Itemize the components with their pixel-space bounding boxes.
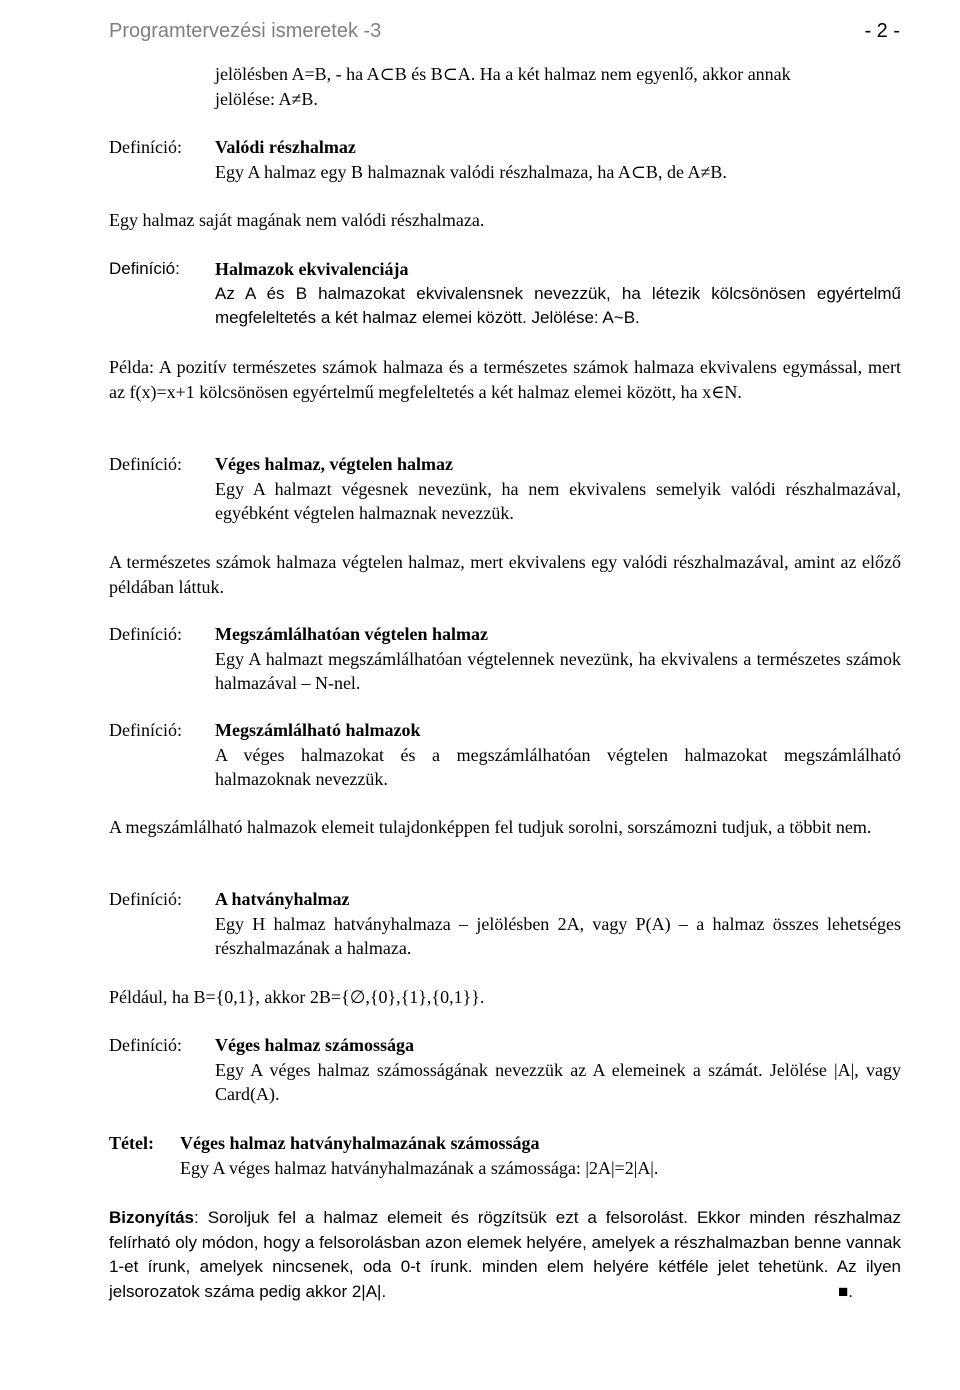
definition-title: Halmazok ekvivalenciája [215,259,409,279]
definition-label: Definíció: [109,720,182,740]
definition-cardinality [109,1033,901,1107]
paragraph-self-subset: Egy halmaz saját magának nem valódi részhalmaza. [109,210,485,230]
proof-text: : Soroljuk fel a halmaz elemeit és rögzítsük ezt a felsorolást. Ekkor minden részhalmaz felírható oly módon, hogy a felsorolásban azon elemek helyére, amelyek a részhalmazban benne vannak 1-et írunk, amelyek nincsenek, oda 0-t írunk. minden elem helyére kétféle jelet tehetünk. Az ilyen jelsorozatok száma pedig akkor 2|A|. [109,1208,901,1301]
definition-text: A véges halmazokat és a megszámlálhatóan végtelen halmazokat megszámlálható halmazoknak nevezzük. [215,744,901,789]
definition-text: Egy A halmazt megszámlálhatóan végtelennek nevezünk, ha ekvivalens a természetes számok halmazával – N-nel. [215,648,901,693]
definition-label: Definíció: [109,889,182,909]
definition-proper-subset [109,135,901,184]
definition-text: Egy H halmaz hatványhalmaza – jelölésben 2A, vagy P(A) – a halmaz összes lehetséges részhalmazának a halmaza. [215,913,901,958]
paragraph-power-set-example: Például, ha B={0,1}, akkor 2B={∅,{0},{1},{0,1}}. [109,987,485,1007]
definition-label: Definíció: [109,1035,182,1055]
definition-text: Egy A véges halmaz számosságának nevezzük az A elemeinek a számát. Jelölése |A|, vagy Card(A). [215,1059,901,1104]
definition-countable-sets [109,718,901,792]
definition-title: Megszámlálhatóan végtelen halmaz [215,624,488,644]
theorem-title: Véges halmaz hatványhalmazának számossága [180,1133,540,1153]
definition-label: Definíció: [109,137,182,157]
paragraph-enumeration: A megszámlálható halmazok elemeit tulajdonképpen fel tudjuk sorolni, sorszámozni tudjuk, a többit nem. [109,817,872,837]
theorem-power-set-cardinality [109,1131,901,1180]
paragraph-natural-infinite: A természetes számok halmaza végtelen halmaz, mert ekvivalens egy valódi részhalmazával, amint az előző példában láttuk. [109,552,901,597]
definition-label: Definíció: [109,259,180,278]
definition-label: Definíció: [109,624,182,644]
theorem-text: Egy A véges halmaz hatványhalmazának a számossága: |2A|=2|A|. [180,1157,659,1178]
proof-paragraph [109,1206,901,1304]
qed-mark: ■. [838,1281,853,1301]
theorem-label: Tétel: [109,1133,154,1153]
definition-title: Megszámlálható halmazok [215,720,421,740]
page-header [109,20,900,50]
continuation-line-1: jelölésben A=B, - ha A⊂B és B⊂A. Ha a két halmaz nem egyenlő, akkor annak [215,64,791,84]
page-number: - 2 - [864,20,900,42]
definition-title: A hatványhalmaz [215,889,350,909]
definition-title: Véges halmaz számossága [215,1035,414,1055]
header-title: Programtervezési ismeretek -3 [109,20,382,42]
definition-label: Definíció: [109,454,182,474]
definition-text: Egy A halmaz egy B halmaznak valódi részhalmaza, ha A⊂B, de A≠B. [215,161,727,182]
definition-text: Egy A halmazt végesnek nevezünk, ha nem ekvivalens semelyik valódi részhalmazával, egyébként végtelen halmaznak nevezzük. [215,478,901,523]
continuation-line-2: jelölése: A≠B. [215,88,318,109]
definition-countably-infinite [109,622,901,696]
definition-power-set [109,887,901,961]
definition-equivalence [109,257,901,331]
proof-label: Bizonyítás [109,1208,195,1227]
paragraph-example: Példa: A pozitív természetes számok halmaza és a természetes számok halmaza ekvivalens egymással, mert az f(x)=x+1 kölcsönösen egyértelmű megfeleltetés a két halmaz elemei között, ha x∈N. [109,357,901,402]
continuation-paragraph [215,62,901,111]
definition-text: Az A és B halmazokat ekvivalensnek nevezzük, ha létezik kölcsönösen egyértelmű megfeleltetés a két halmaz elemei között. Jelölése: A~B. [215,283,901,327]
definition-finite-set [109,452,901,526]
definition-title: Valódi részhalmaz [215,137,356,157]
definition-title: Véges halmaz, végtelen halmaz [215,454,453,474]
